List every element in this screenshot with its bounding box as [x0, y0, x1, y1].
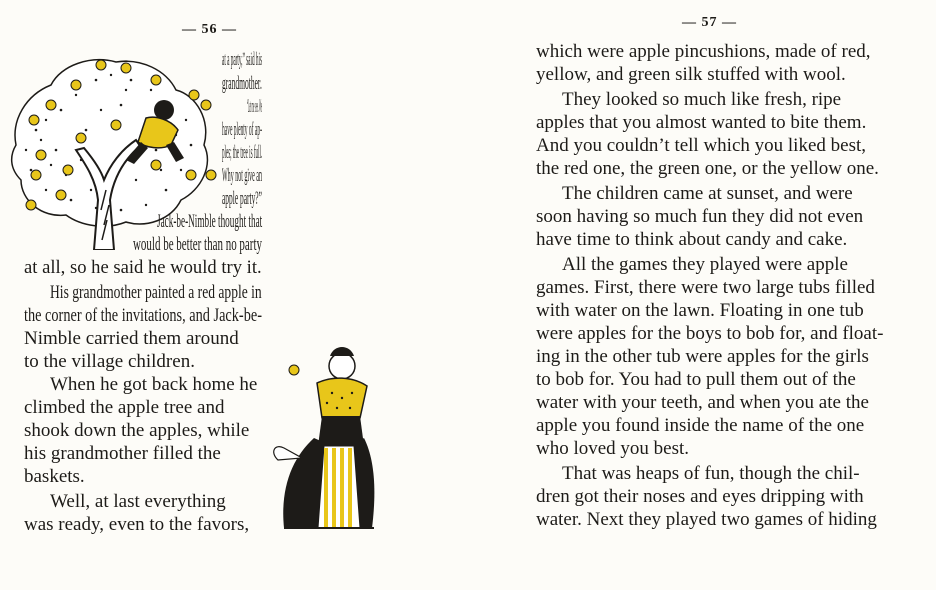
grandmother-illustration [262, 338, 380, 536]
text-line: climbed the apple tree and [24, 397, 225, 418]
text-line: Nimble carried them around [24, 328, 239, 349]
page-number-left: — 56 — [182, 22, 237, 37]
page-number-right: — 57 — [682, 15, 737, 30]
text-line: soon having so much fun they did not even [536, 206, 864, 227]
text-line: “Let me see. We [247, 96, 262, 117]
text-line: games. First, there were two large tubs filled [536, 277, 875, 298]
text-line: Well, at last everything [50, 491, 226, 512]
text-line: The children came at sunset, and were [562, 183, 853, 204]
text-line: apples that you almost wanted to bite them. [536, 112, 867, 133]
text-line: to bob for. You had to pull them out of the [536, 369, 856, 390]
text-line: dren got their noses and eyes dripping with [536, 486, 864, 507]
text-line: to the village children. [24, 351, 195, 372]
text-line: Why not give an [222, 165, 262, 186]
text-line: shook down the apples, while [24, 420, 250, 441]
text-line: the red one, the green one, or the yellow one. [536, 158, 879, 179]
text-line: was ready, even to the favors, [24, 514, 250, 535]
text-line: baskets. [24, 466, 85, 487]
text-line: at a party,” said his [222, 49, 262, 70]
text-line: When he got back home he [50, 374, 258, 395]
text-line: have plenty of ap- [222, 119, 262, 140]
text-line: yellow, and green silk stuffed with wool. [536, 64, 846, 85]
text-line: were apples for the boys to bob for, and float- [536, 323, 884, 344]
text-line: who loved you best. [536, 438, 690, 459]
text-line: his grandmother filled the [24, 443, 221, 464]
text-line: have time to think about candy and cake. [536, 229, 848, 250]
text-line: That was heaps of fun, though the chil- [562, 463, 860, 484]
text-line: ing in the other tub were apples for the girls [536, 346, 869, 367]
text-line: water with your teeth, and when you ate the [536, 392, 869, 413]
text-line: the corner of the invitations, and Jack-be- [24, 305, 262, 326]
text-line: All the games they played were apple [562, 254, 848, 275]
text-line: which were apple pincushions, made of red, [536, 41, 871, 62]
text-line: ples; the tree is full. [222, 142, 263, 163]
text-line: His grandmother painted a red apple in [50, 282, 262, 303]
text-line: And you couldn’t tell which you liked best, [536, 135, 866, 156]
text-line: grandmother. [222, 73, 262, 94]
text-line: would be better than no party [133, 234, 263, 255]
text-line: water. Next they played two games of hiding [536, 509, 877, 530]
right-page [470, 0, 936, 590]
text-line: Jack-be-Nimble thought that [157, 211, 263, 232]
text-line: with water on the lawn. Floating in one tub [536, 300, 864, 321]
text-line: apple you found inside the name of the one [536, 415, 865, 436]
text-line: apple party?” [222, 188, 262, 209]
text-line: They looked so much like fresh, ripe [562, 89, 842, 110]
text-line: at all, so he said he would try it. [24, 257, 262, 278]
